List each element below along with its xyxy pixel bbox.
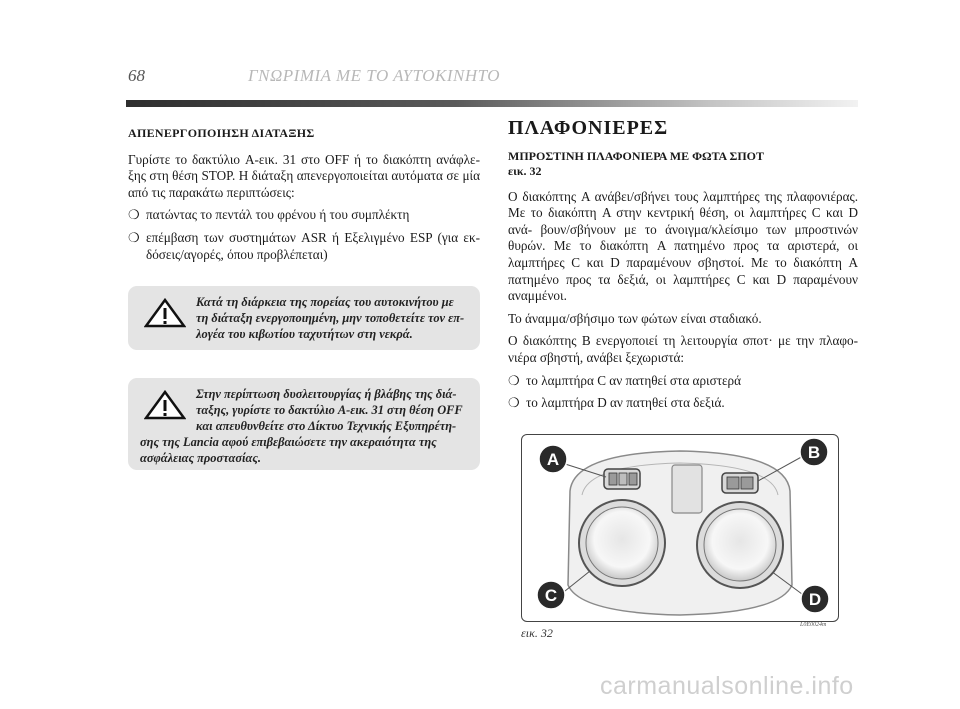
ceiling-light-figure: [521, 434, 839, 622]
list-item: [508, 373, 858, 390]
warning-box: [128, 378, 480, 470]
right-column: [508, 117, 858, 418]
list-item-text: το λαμπτήρα D αν πατηθεί στα δεξιά.: [526, 395, 725, 411]
warning-triangle-icon: [144, 390, 186, 420]
warning-text: Στην περίπτωση δυσλειτουργίας ή βλάβης της διά- ταξης, γυρίστε το δακτύλιο A-εικ. 31 στη θέση OFF και απευθυνθείτε στο Δίκτυο Τεχνικής Εξυπηρέτη- σης της Lancia αφού επιβεβαιώσετε την ακεραιότητα της ασφάλειας προστασίας.: [140, 387, 463, 465]
bullet-mark: ❍: [128, 207, 140, 223]
ceiling-light-illustration: [522, 435, 838, 621]
center-panel: [672, 465, 702, 513]
list-item: [128, 230, 480, 263]
warning-box: [128, 286, 480, 350]
intro-paragraph: Γυρίστε το δακτύλιο A-εικ. 31 στο OFF ή το διακόπτη ανάφλε- ξης στη θέση STOP. Η διάταξη απενεργοποιείται αυτόματα σε μία από τις παρακάτω περιπτώσεις:: [128, 151, 480, 200]
subsection-heading-line: ΜΠΡΟΣΤΙΝΗ ΠΛΑΦΟΝΙΕΡΑ ΜΕ ΦΩΤΑ ΣΠΟΤ: [508, 148, 765, 163]
body-paragraph: Το άναμμα/σβήσιμο των φώτων είναι σταδιακό.: [508, 310, 762, 326]
callout-c-label: C: [544, 586, 558, 605]
list-item-text: επέμβαση των συστημάτων ASR ή Εξελιγμένο ESP (για εκ- δόσεις/αγορές, όπου προβλέπεται): [146, 229, 480, 262]
list-item: [128, 207, 480, 224]
page-number: 68: [128, 66, 145, 85]
bullet-mark: ❍: [508, 372, 520, 388]
switch-b-graphic: [722, 473, 758, 493]
subsection-heading: [508, 149, 858, 179]
left-column: [128, 125, 480, 269]
section-heading: ΑΠΕΝΕΡΓΟΠΟΙΗΣΗ ΔΙΑΤΑΞΗΣ: [128, 126, 315, 140]
bullet-mark: ❍: [508, 395, 520, 411]
watermark: carmanualsonline.info: [600, 672, 854, 700]
callout-a-label: A: [546, 450, 560, 469]
callout-d-label: D: [808, 590, 822, 609]
body-paragraph: Ο διακόπτης A ανάβει/σβήνει τους λαμπτήρες της πλαφονιέρας. Με το διακόπτη A στην κεντρική θέση, οι λαμπτήρες C και D ανά- βουν/σβήνουν με το άνοιγμα/κλείσιμο των μπροστινών θυρών. Με το διακόπτη A πατημένο προς τα αριστερά, οι λαμπτήρες C και D παραμένουν σβηστοί. Με το διακόπτη A πατημένο προς τα δεξιά, οι λαμπτήρες C και D παραμένουν αναμμένοι.: [508, 188, 858, 304]
switch-a-graphic: [604, 469, 640, 489]
figure-caption: εικ. 32: [521, 626, 553, 640]
list-item-text: το λαμπτήρα C αν πατηθεί στα αριστερά: [526, 372, 742, 388]
warning-triangle-icon: [144, 298, 186, 328]
list-item: [508, 395, 858, 412]
list-item-text: πατώντας το πεντάλ του φρένου ή του συμπλέκτη: [146, 207, 410, 223]
warning-text: Κατά τη διάρκεια της πορείας του αυτοκινήτου με τη διάταξη ενεργοποιημένη, μην τοποθετείτε τον επ- λογέα του κιβωτίου ταχυτήτων στη νεκρά.: [196, 295, 465, 341]
section-title: ΠΛΑΦΟΝΙΕΡΕΣ: [508, 117, 669, 139]
figure-code: L0E0024m: [800, 622, 827, 628]
callout-b-label: B: [807, 443, 821, 462]
body-paragraph: Ο διακόπτης B ενεργοποιεί τη λειτουργία σποτ· με την πλαφο- νιέρα σβηστή, ανάβει ξεχωριστά:: [508, 333, 858, 365]
chapter-title: ΓΝΩΡΙΜΙΑ ΜΕ ΤΟ ΑΥΤΟΚΙΝΗΤΟ: [248, 66, 501, 85]
bullet-mark: ❍: [128, 229, 140, 245]
header-rule: [126, 100, 858, 107]
subsection-heading-figref: εικ. 32: [508, 163, 542, 178]
